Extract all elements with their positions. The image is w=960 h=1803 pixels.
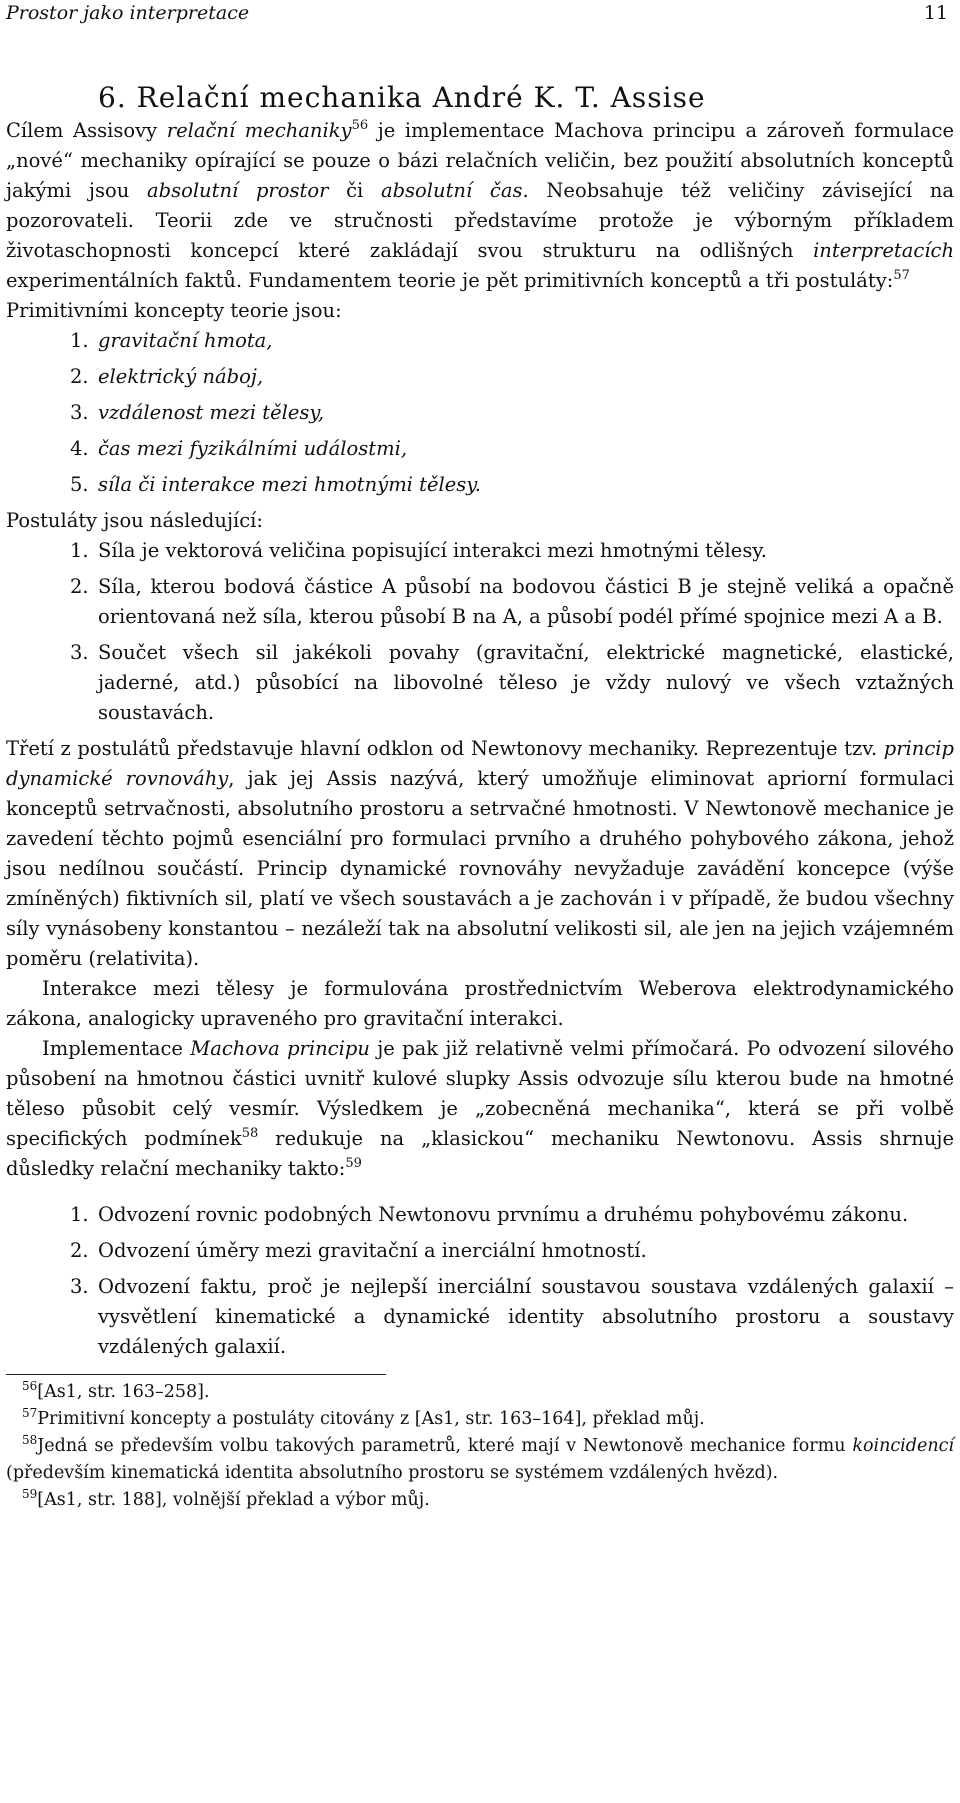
primitives-lead: Primitivními koncepty teorie jsou:: [6, 299, 342, 322]
footnote-divider: [6, 1374, 386, 1375]
footnote-59: $^{59}$[As1, str. 188], volnější překlad a výbor můj.: [22, 1487, 430, 1510]
footnote-ref-59[interactable]: 59: [345, 1156, 362, 1171]
intro-paragraph: Cílem Assisovy relační mechaniky$^{56}$ je implementace Machova principu a zároveň formulace „nové“ mechaniky opírající se pouze o bázi relačních veličin, bez použití absolutních konceptů jakými jsou absolutní prostor či absolutní čas. Neobsahuje též veličiny závisející na pozorovateli. Teorii zde ve stručnosti představíme protože je výborným příkladem životaschopnosti koncepcí které zakládají svou strukturu na odlišných interpretacích experimentálních faktů. Fundamentem teorie je pět primitivních konceptů a tři postuláty:$^{57}$: [6, 118, 955, 292]
primitives-list: [6, 326, 954, 500]
running-header: [6, 0, 954, 28]
postulates-list: [6, 536, 954, 728]
list-item: 3. vzdálenost mezi tělesy,: [70, 401, 325, 424]
footnote-56: $^{56}$[As1, str. 163–258].: [22, 1379, 210, 1402]
paragraph-weber: Interakce mezi tělesy je formulována prostřednictvím Weberova elektrodynamického zákona, analogicky upraveného pro gravitační interakci.: [6, 977, 954, 1030]
footnote-ref-58[interactable]: 58: [241, 1126, 259, 1141]
footnotes: [6, 1379, 954, 1514]
paragraph-dynamic-equilibrium: Třetí z postulátů představuje hlavní odklon od Newtonovy mechaniky. Reprezentuje tzv. princip dynamické rovnováhy, jak jej Assis nazývá, který umožňuje eliminovat apriorní formulaci konceptů setrvačnosti, absolutního prostoru a setrvačné hmotnosti. V Newtonově mechanice je zavedení těchto pojmů esenciální pro formulaci prvního a druhého pohybového zákona, jehož jsou nedílnou součástí. Princip dynamické rovnováhy nevyžaduje zavádění koncepce (výše zmíněných) fiktivních sil, platí ve všech soustavách a je zachován i v případě, že budou všechny síly vynásobeny konstantou – nezáleží tak na absolutní velikosti sil, ale jen na jejich vzájemném poměru (relativita).: [6, 737, 955, 970]
footnote-ref-57[interactable]: 57: [893, 268, 910, 283]
list-item: 3. Odvození faktu, proč je nejlepší inerciální soustavou soustava vzdálených galaxií – vysvětlení kinematické a dynamické identity absolutního prostoru a soustavy vzdálených galaxií.: [70, 1275, 954, 1358]
running-title: Prostor jako interpretace: [6, 2, 250, 24]
list-item: 1. Odvození rovnic podobných Newtonovu prvnímu a druhému pohybovému zákonu.: [70, 1203, 909, 1226]
footnote-ref-56[interactable]: 56: [351, 118, 369, 133]
list-item: 2. elektrický náboj,: [70, 365, 264, 388]
section-title: 6. Relační mechanika André K. T. Assise: [98, 81, 706, 114]
list-item: 2. Odvození úměry mezi gravitační a inerciální hmotností.: [70, 1239, 647, 1262]
page-number: 11: [923, 2, 948, 24]
postulates-lead: Postuláty jsou následující:: [6, 509, 263, 532]
list-item: 3. Součet všech sil jakékoli povahy (gravitační, elektrické magnetické, elastické, jaderné, atd.) působící na libovolné těleso je vždy nulový ve všech vztažných soustavách.: [70, 641, 954, 724]
paragraph-mach: Implementace Machova principu je pak již relativně velmi přímočará. Po odvození silového působení na hmotnou částici uvnitř kulové slupky Assis odvozuje sílu kterou bude na hmotné těleso působit celý vesmír. Výsledkem je „zobecněná mechanika“, která se při volbě specifických podmínek$^{58}$ redukuje na „klasickou“ mechaniku Newtonovu. Assis shrnuje důsledky relační mechaniky takto:$^{59}$: [6, 1037, 954, 1180]
list-item: 1. gravitační hmota,: [70, 329, 273, 352]
list-item: 2. Síla, kterou bodová částice A působí na bodovou částici B je stejně veliká a opačně orientovaná než síla, kterou působí B na A, a působí podél přímé spojnice mezi A a B.: [70, 575, 954, 628]
footnote-57: $^{57}$Primitivní koncepty a postuláty citovány z [As1, str. 163–164], překlad můj.: [22, 1406, 705, 1429]
list-item: 1. Síla je vektorová veličina popisující interakci mezi hmotnými tělesy.: [70, 539, 767, 562]
list-item: 4. čas mezi fyzikálními událostmi,: [70, 437, 408, 460]
consequences-list: [6, 1200, 954, 1362]
footnote-58: $^{58}$Jedná se především volbu takových parametrů, které mají v Newtonově mechanice formu koincidencí (především kinematická identita absolutního prostoru se systémem vzdálených hvězd).: [6, 1433, 954, 1483]
list-item: 5. síla či interakce mezi hmotnými tělesy.: [70, 473, 481, 496]
